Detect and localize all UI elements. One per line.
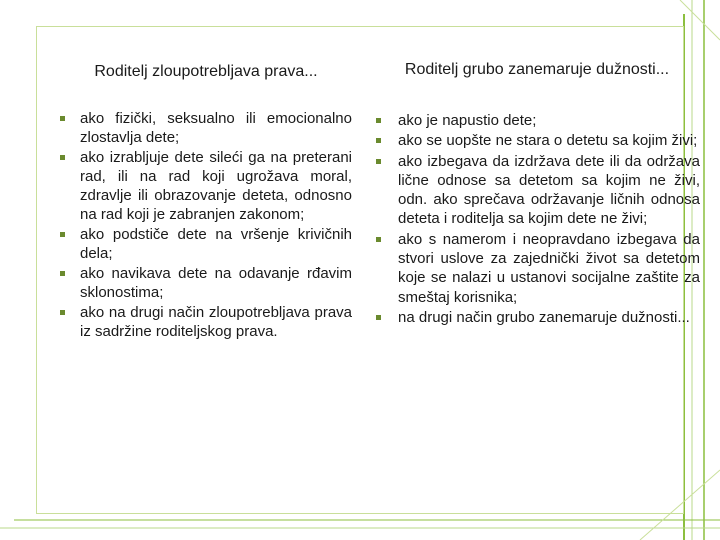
list-item-text: ako izrabljuje dete sileći ga na preterani rad, ili na rad koji ugrožava moral, zdravlje ili obrazovanje deteta, odnosno na rad koji je zabranjen zakonom; (80, 149, 352, 223)
square-bullet-icon (376, 237, 381, 242)
list-item (374, 111, 700, 130)
list-item (374, 308, 700, 327)
square-bullet-icon (60, 310, 65, 315)
left-column (60, 58, 352, 342)
list-item-text: ako je napustio dete; (398, 112, 537, 129)
square-bullet-icon (60, 116, 65, 121)
square-bullet-icon (60, 232, 65, 237)
list-item-text: ako navikava dete na odavanje rđavim sklonostima; (80, 265, 352, 301)
square-bullet-icon (376, 138, 381, 143)
list-item (374, 230, 700, 307)
square-bullet-icon (60, 155, 65, 160)
list-item (60, 109, 352, 147)
list-item (60, 303, 352, 341)
list-item-text: ako fizički, seksualno ili emocionalno zlostavlja dete; (80, 110, 352, 146)
left-heading: Roditelj zloupotrebljava prava... (94, 63, 318, 80)
list-item (60, 264, 352, 302)
square-bullet-icon (376, 315, 381, 320)
list-item-text: na drugi način grubo zanemaruje dužnosti... (398, 308, 690, 326)
list-item (374, 152, 700, 229)
right-heading: Roditelj grubo zanemaruje dužnosti... (404, 61, 670, 78)
list-item-text: ako podstiče dete na vršenje krivičnih dela; (80, 226, 352, 262)
square-bullet-icon (376, 118, 381, 123)
list-item-text: ako s namerom i neopravdano izbegava da stvori uslove za zajednički život sa detetom koje se nalazi u ustanovi socijalne zaštite za smeštaj korisnika; (398, 230, 700, 306)
right-column (374, 58, 700, 328)
square-bullet-icon (376, 159, 381, 164)
right-list (374, 111, 700, 327)
list-item-text: ako na drugi način zloupotrebljava prava iz sadržine roditeljskog prava. (80, 304, 352, 340)
left-list (60, 109, 352, 341)
list-item (60, 225, 352, 263)
list-item-text: ako se uopšte ne stara o detetu sa kojim živi; (398, 132, 698, 150)
list-item-text: ako izbegava da izdržava dete ili da održava lične odnose sa detetom sa kojim ne živi, odn. ako sprečava održavanje ličnih odnosa deteta i roditelja sa kojim dete ne živi; (398, 152, 700, 228)
square-bullet-icon (60, 271, 65, 276)
list-item (374, 131, 700, 150)
list-item (60, 148, 352, 224)
